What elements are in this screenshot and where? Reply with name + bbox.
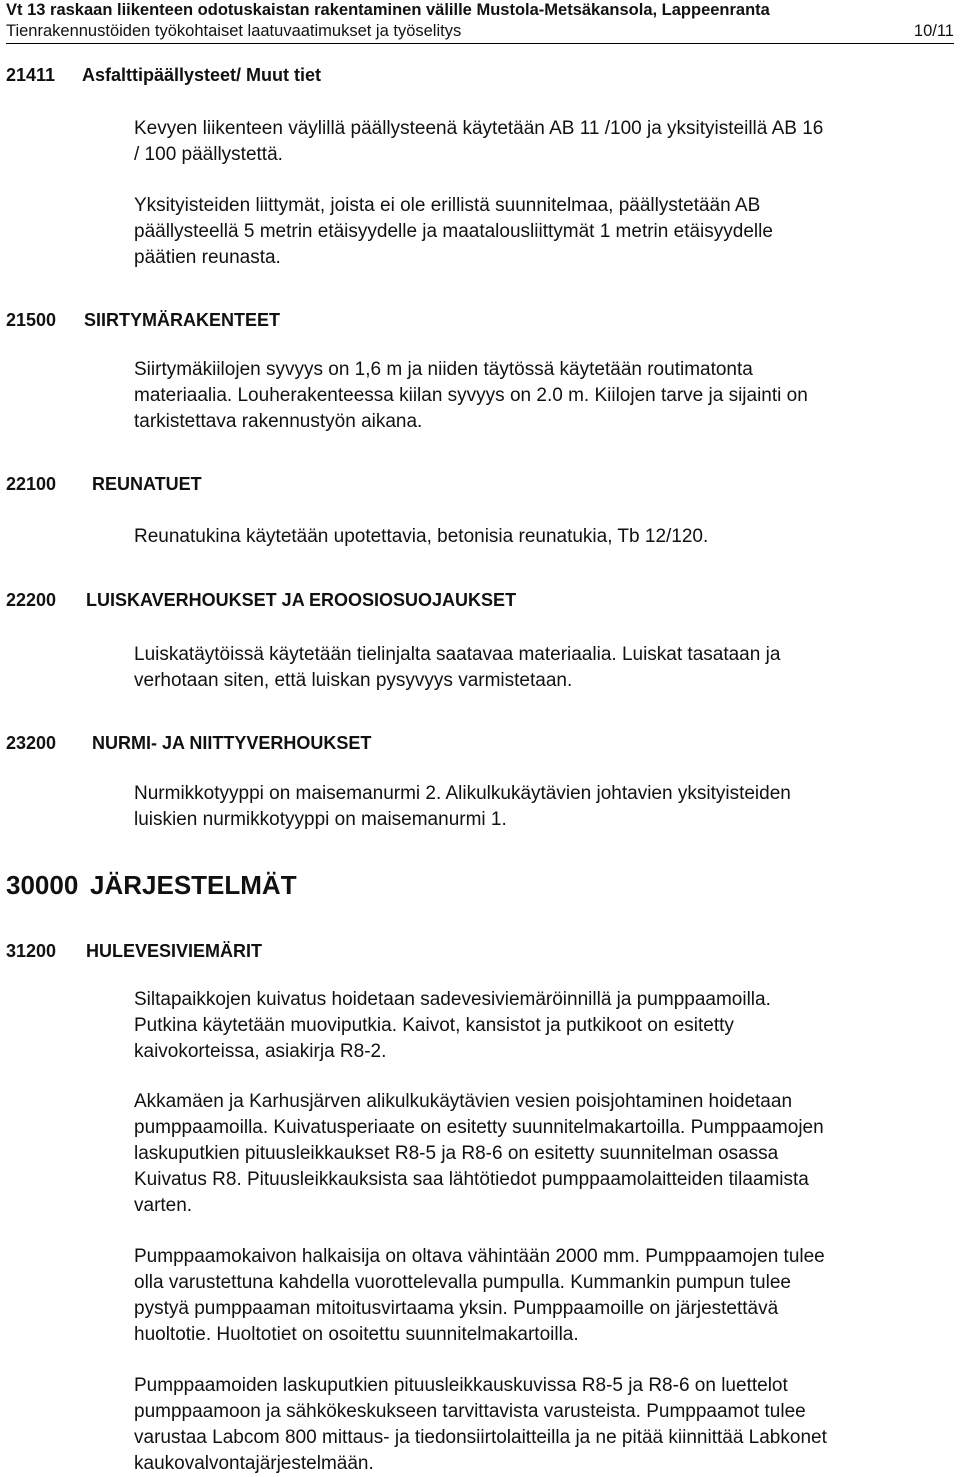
paragraph [134,781,960,833]
text-line: pystyä pumppaaman mitoitusvirtaama yksin. Pumppaamoille on järjestettävä [134,1298,779,1319]
section-heading-22100 [6,473,202,495]
text-line: Akkamäen ja Karhusjärven alikulkukäytävien vesien poisjohtaminen hoidetaan [134,1091,793,1112]
text-line: pumppaamoon ja sähkökeskukseen tarvittavista varusteista. Pumppaamot tulee [134,1401,806,1422]
text-line: Pumppaamokaivon halkaisija on oltava vähintään 2000 mm. Pumppaamojen tulee [134,1246,825,1267]
text-line: / 100 päällystettä. [134,144,283,165]
text-line: pumppaamoilla. Kuivatusperiaate on esitetty suunnitelmakartoilla. Pumppaamojen [134,1117,824,1138]
paragraph [134,642,960,694]
text-line: Kuivatus R8. Pituusleikkauksista saa lähtötiedot pumppaamolaitteiden tilaamista [134,1169,809,1190]
section-heading-23200 [6,732,371,754]
text-line: tarkistettava rakennustyön aikana. [134,411,423,432]
section-title: REUNATUET [92,474,202,494]
chapter-heading-30000 [6,870,297,900]
paragraph [134,116,960,168]
text-line: Pumppaamoiden laskuputkien pituusleikkauskuvissa R8-5 ja R8-6 on luettelot [134,1375,788,1396]
paragraph [134,1373,960,1477]
section-heading-31200 [6,940,262,962]
section-title: LUISKAVERHOUKSET JA EROOSIOSUOJAUKSET [86,590,517,610]
document-title: Vt 13 raskaan liikenteen odotuskaistan rakentaminen välille Mustola-Metsäkansola, Lappeenranta [6,1,770,19]
paragraph [134,193,960,271]
text-line: huoltotie. Huoltotiet on osoitettu suunnitelmakartoilla. [134,1324,579,1345]
text-line: olla varustettuna kahdella vuorottelevalla pumpulla. Kummankin pumpun tulee [134,1272,791,1293]
paragraph [134,1089,960,1219]
text-line: Luiskatäytöissä käytetään tielinjalta saatavaa materiaalia. Luiskat tasataan ja [134,644,781,665]
text-line: verhotaan siten, että luiskan pysyvyys varmistetaan. [134,670,573,691]
section-heading-22200 [6,589,516,611]
text-line: Reunatukina käytetään upotettavia, betonisia reunatukia, Tb 12/120. [134,526,709,547]
text-line: Siltapaikkojen kuivatus hoidetaan sadevesiviemäröinnillä ja pumppaamoilla. [134,989,771,1010]
page-number: 10/11 [913,22,954,40]
text-line: luiskien nurmikkotyyppi on maisemanurmi 1. [134,809,507,830]
text-line: varten. [134,1195,193,1216]
section-title: NURMI- JA NIITTYVERHOUKSET [92,733,372,753]
text-line: varustaa Labcom 800 mittaus- ja tiedonsiirtolaitteilla ja ne pitää kiinnittää Labkonet [134,1427,827,1448]
text-line: materiaalia. Louherakenteessa kiilan syvyys on 2.0 m. Kiilojen tarve ja sijainti on [134,385,808,406]
document-subtitle: Tienrakennustöiden työkohtaiset laatuvaatimukset ja työselitys [6,22,462,40]
section-number: 21411 [6,65,56,85]
chapter-number: 30000 [6,870,79,900]
text-line: Kevyen liikenteen väylillä päällysteenä käytetään AB 11 /100 ja yksityisteillä AB 16 [134,118,824,139]
section-heading-21500 [6,309,280,331]
section-title: Asfalttipäällysteet/ Muut tiet [82,65,322,85]
page-header [6,0,954,42]
section-number: 23200 [6,733,57,753]
text-line: kaivokorteissa, asiakirja R8-2. [134,1041,387,1062]
section-number: 22100 [6,474,57,494]
header-divider [6,43,954,44]
paragraph [134,524,960,550]
header-subtitle-row [6,20,954,42]
text-line: laskuputkien pituusleikkaukset R8-5 ja R8-6 on esitetty suunnitelman osassa [134,1143,779,1164]
text-line: kaukovalvontajärjestelmään. [134,1453,374,1474]
section-number: 22200 [6,590,57,610]
paragraph [134,1244,960,1348]
section-number: 21500 [6,310,57,330]
paragraph [134,987,960,1065]
text-line: päällysteellä 5 metrin etäisyydelle ja maatalousliittymät 1 metrin etäisyydelle [134,221,773,242]
text-line: Nurmikkotyyppi on maisemanurmi 2. Alikulkukäytävien johtavien yksityisteiden [134,783,791,804]
text-line: Putkina käytetään muoviputkia. Kaivot, kansistot ja putkikoot on esitetty [134,1015,734,1036]
section-number: 31200 [6,941,57,961]
section-title: SIIRTYMÄRAKENTEET [84,310,281,330]
section-title: HULEVESIVIEMÄRIT [86,941,263,961]
text-line: päätien reunasta. [134,247,281,268]
text-line: Yksityisteiden liittymät, joista ei ole erillistä suunnitelmaa, päällystetään AB [134,195,761,216]
paragraph [134,357,960,435]
section-heading-21411 [6,64,321,86]
text-line: Siirtymäkiilojen syvyys on 1,6 m ja niiden täytössä käytetään routimatonta [134,359,753,380]
chapter-title: JÄRJESTELMÄT [90,870,297,900]
